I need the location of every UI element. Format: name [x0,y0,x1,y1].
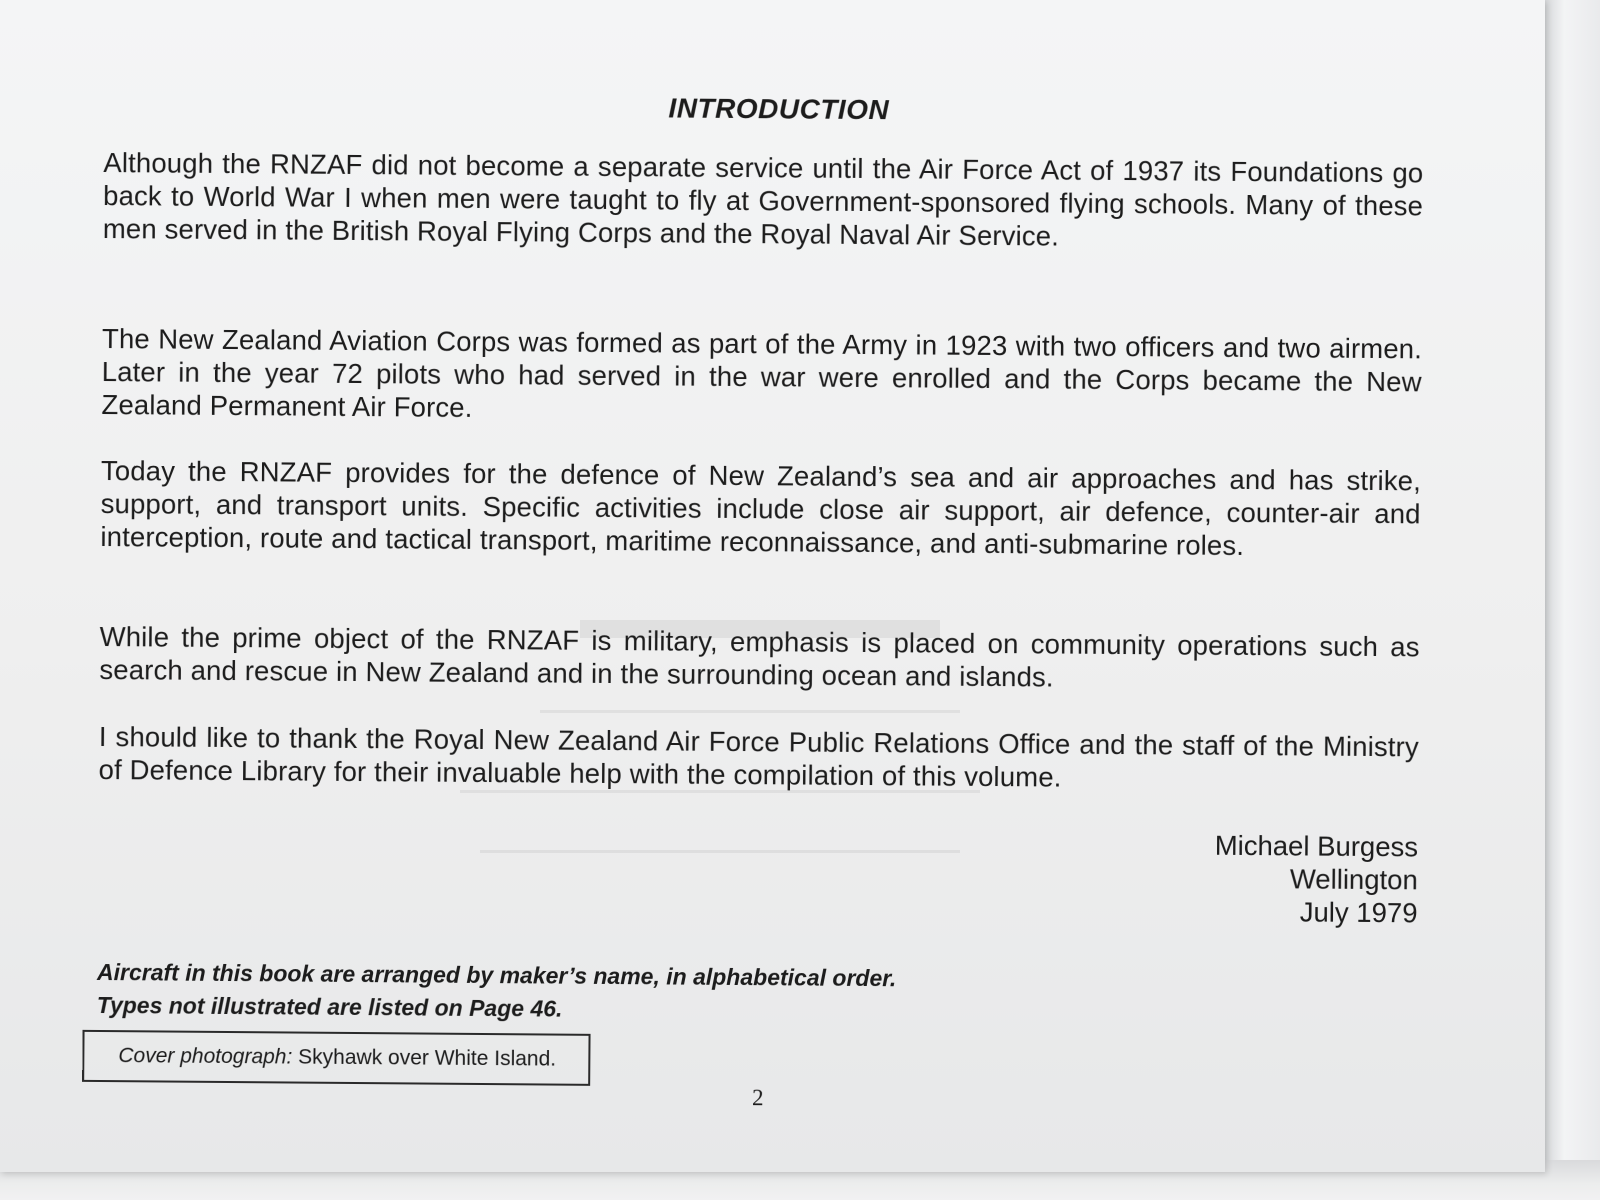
paragraph: I should like to thank the Royal New Zealand Air Force Public Relations Office and the staff of the Ministry of Defence Library for their invaluable help with the compilation of this volume. [98,720,1419,793]
paragraph: While the prime object of the RNZAF is military, emphasis is placed on community operations such as search and rescue in New Zealand and in the surrounding ocean and islands. [99,620,1420,693]
arrangement-notes [97,956,1097,1030]
page-edge-right [1545,0,1600,1200]
cover-photo-caption-box [82,1030,590,1086]
note-line: Aircraft in this book are arranged by maker’s name, in alphabetical order. [96,958,897,992]
note-line: Types not illustrated are listed on Page 46. [96,991,563,1022]
page-content [96,84,1454,1135]
author-place: Wellington [1289,863,1418,896]
signature-block [997,827,1418,929]
author-date: July 1979 [1299,896,1418,929]
cover-caption-label: Cover photograph: [118,1044,293,1069]
page-number: 2 [751,1085,764,1111]
page-title: INTRODUCTION [668,92,890,126]
paragraph: Although the RNZAF did not become a separate service until the Air Force Act of 1937 its Foundations go back to World War I when men were taught to fly at Government-sponsored flying schools. Many of these men served in the British Royal Flying Corps and the Royal Naval Air Service. [102,146,1424,252]
cover-caption-text: Skyhawk over White Island. [298,1045,557,1071]
author-name: Michael Burgess [1214,829,1419,863]
paragraph: Today the RNZAF provides for the defence of New Zealand’s sea and air approaches and has strike, support, and transport units. Specific activities include close air support, air defence, counter-air and interception, route and tactical transport, maritime reconnaissance, and anti-submarine roles. [100,454,1422,561]
paragraph: The New Zealand Aviation Corps was formed as part of the Army in 1923 with two officers and two airmen. Later in the year 72 pilots who had served in the war were enrolled and the Corps became the New Zealand Permanent Air Force. [101,322,1423,423]
